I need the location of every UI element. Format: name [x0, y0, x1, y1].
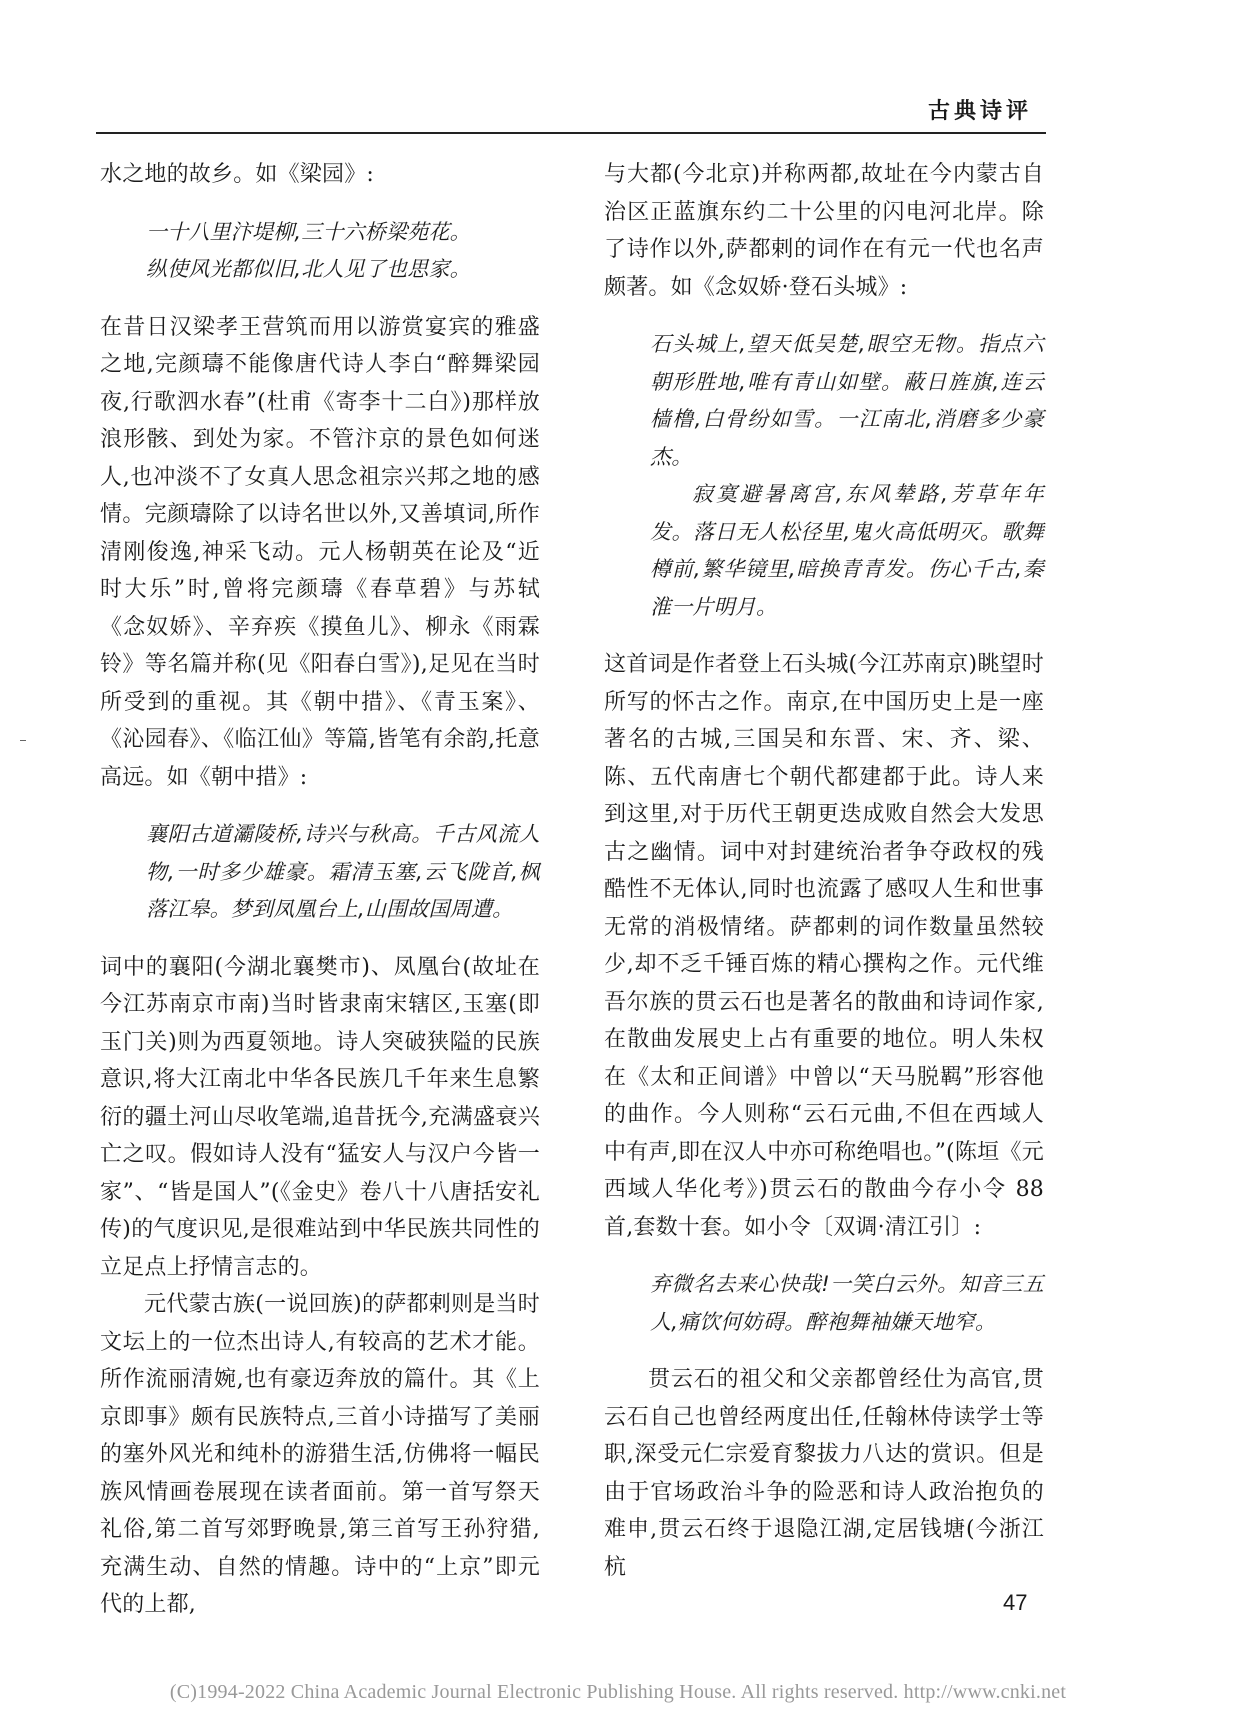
copyright-footer: (C)1994-2022 China Academic Journal Electronic Publishing House. All rights reserved. http://www.cnki.net [169, 1681, 1067, 1703]
poem-niannujiao [604, 326, 1044, 626]
left-column [100, 156, 540, 1624]
poem-qingjiangyin [604, 1266, 1044, 1341]
verse-stanza: 寂寞避暑离宫,东风辇路,芳草年年发。落日无人松径里,鬼火高低明灭。歌舞樽前,繁华镜里,暗换青青发。伤心千古,秦淮一片明月。 [650, 482, 1044, 619]
poem-chaozhongcuo [100, 816, 540, 929]
poem-liangyuan [100, 214, 540, 289]
paragraph: 词中的襄阳(今湖北襄樊市)、凤凰台(故址在今江苏南京市南)当时皆隶南宋辖区,玉塞(即玉门关)则为西夏领地。诗人突破狭隘的民族意识,将大江南北中华各民族几千年来生息繁衍的疆土河山尽收笔端,追昔抚今,充满盛衰兴亡之叹。假如诗人没有“猛安人与汉户今皆一家”、“皆是国人”(《金史》卷八十八唐括安礼传)的气度识见,是很难站到中华民族共同性的立足点上抒情言志的。 [100, 954, 540, 1280]
paragraph: 水之地的故乡。如《梁园》: [100, 162, 375, 187]
verse-text: 襄阳古道灞陵桥,诗兴与秋高。千古风流人物,一时多少雄豪。霜清玉塞,云飞陇首,枫落江皋。梦到凤凰台上,山围故国周遭。 [146, 822, 540, 921]
paragraph: 贯云石的祖父和父亲都曾经仕为高官,贯云石自己也曾经两度出任,任翰林侍读学士等职,深受元仁宗爱育黎拔力八达的赏识。但是由于官场政治斗争的险恶和诗人政治抱负的难申,贯云石终于退隐江湖,定居钱塘(今浙江杭 [604, 1367, 1044, 1580]
running-header [96, 92, 1046, 134]
right-column [604, 156, 1044, 1586]
verse-line: 一十八里汴堤柳,三十六桥梁苑花。 [146, 219, 471, 244]
journal-section-title: 古典诗评 [927, 98, 1032, 124]
margin-tick [20, 740, 26, 741]
verse-line: 纵使风光都似旧,北人见了也思家。 [146, 257, 471, 281]
page-number: 47 [1003, 1590, 1028, 1615]
paragraph: 这首词是作者登上石头城(今江苏南京)眺望时所写的怀古之作。南京,在中国历史上是一座著名的古城,三国吴和东晋、宋、齐、梁、陈、五代南唐七个朝代都建都于此。诗人来到这里,对于历代王朝更迭成败自然会大发思古之幽情。词中对封建统治者争夺政权的残酷性不无体认,同时也流露了感叹人生和世事无常的消极情绪。萨都剌的词作数量虽然较少,却不乏千锤百炼的精心撰构之作。元代维吾尔族的贯云石也是著名的散曲和诗词作家,在散曲发展史上占有重要的地位。明人朱权在《太和正间谱》中曾以“天马脱羁”形容他的曲作。今人则称“云石元曲,不但在西域人中有声,即在汉人中亦可称绝唱也。”(陈垣《元西域人华化考》)贯云石的散曲今存小令 88 首,套数十套。如小令〔双调·清江引〕: [604, 652, 1044, 1240]
paragraph: 在昔日汉梁孝王营筑而用以游赏宴宾的雅盛之地,完颜璹不能像唐代诗人李白“醉舞梁园夜,行歌泗水春”(杜甫《寄李十二白》)那样放浪形骸、到处为家。不管汴京的景色如何迷人,也冲淡不了女真人思念祖宗兴邦之地的感情。完颜璹除了以诗名世以外,又善填词,所作清刚俊逸,神采飞动。元人杨朝英在论及“近时大乐”时,曾将完颜璹《春草碧》与苏轼《念奴娇》、辛弃疾《摸鱼儿》、柳永《雨霖铃》等名篇并称(见《阳春白雪》),足见在当时所受到的重视。其《朝中措》、《青玉案》、《沁园春》、《临江仙》等篇,皆笔有余韵,托意高远。如《朝中措》: [100, 314, 540, 790]
paragraph: 与大都(今北京)并称两都,故址在今内蒙古自治区正蓝旗东约二十公里的闪电河北岸。除了诗作以外,萨都剌的词作在有元一代也名声颇著。如《念奴娇·登石头城》: [604, 162, 1044, 300]
verse-stanza: 石头城上,望天低吴楚,眼空无物。指点六朝形胜地,唯有青山如壁。蔽日旌旗,连云樯橹,白骨纷如雪。一江南北,消磨多少豪杰。 [650, 332, 1044, 469]
paragraph: 元代蒙古族(一说回族)的萨都剌则是当时文坛上的一位杰出诗人,有较高的艺术才能。所作流丽清婉,也有豪迈奔放的篇什。其《上京即事》颇有民族特点,三首小诗描写了美丽的塞外风光和纯朴的游猎生活,仿佛将一幅民族风情画卷展现在读者面前。第一首写祭天礼俗,第二首写郊野晚景,第三首写王孙狩猎,充满生动、自然的情趣。诗中的“上京”即元代的上都, [100, 1292, 540, 1617]
verse-text: 弃微名去来心快哉!一笑白云外。知音三五人,痛饮何妨碍。醉袍舞袖嫌天地窄。 [650, 1272, 1044, 1334]
